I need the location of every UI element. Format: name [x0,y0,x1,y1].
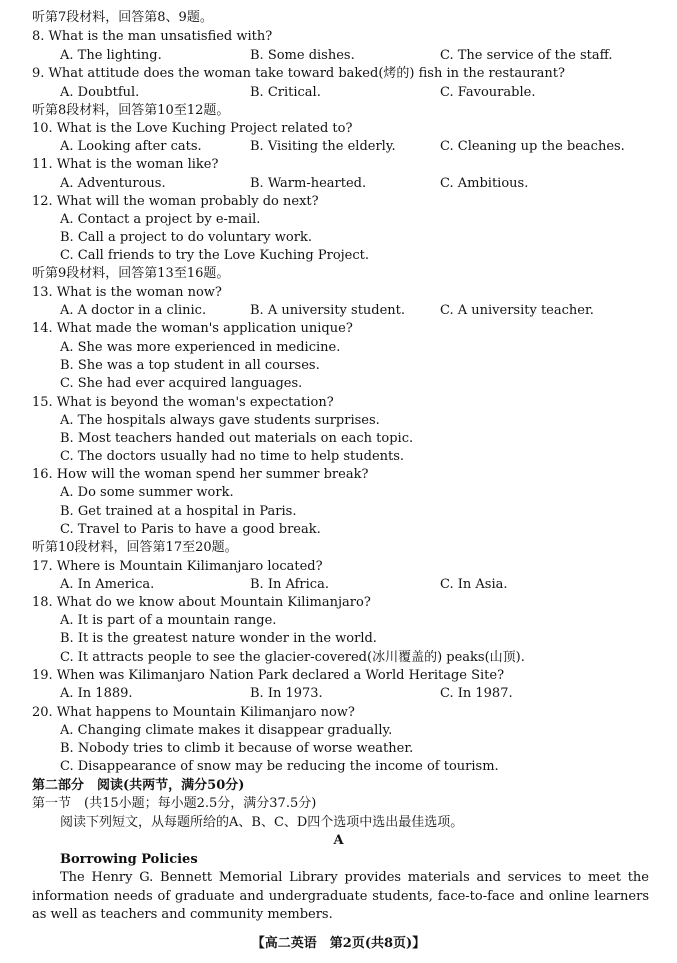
option-c: C. Call friends to try the Love Kuching Project. [60,248,370,263]
option-b: B. Warm-hearted. [250,176,367,191]
option-a: A. Changing climate makes it disappear gradually. [60,723,393,738]
option-a: A. A doctor in a clinic. [60,303,207,318]
question-12: 12. What will the woman probably do next? [32,194,319,209]
option-a: A. The hospitals always gave students surprises. [60,413,380,428]
section-heading: 听第7段材料，回答第8、9题。 [32,10,213,25]
section-heading: 听第10段材料，回答第17至20题。 [32,540,238,555]
option-c: C. Disappearance of snow may be reducing the income of tourism. [60,759,499,774]
page-footer: 【高二英语 第2页(共8页)】 [251,936,426,951]
question-15: 15. What is beyond the woman's expectation? [32,395,334,410]
section-subtitle: 第一节 (共15小题；每小题2.5分，满分37.5分) [32,796,317,811]
option-b: B. It is the greatest nature wonder in the world. [60,631,377,646]
passage-title: Borrowing Policies [60,852,198,867]
option-b: B. She was a top student in all courses. [60,358,320,373]
instruction: 阅读下列短文，从每题所给的A、B、C、D四个选项中选出最佳选项。 [60,815,464,830]
option-c: C. In 1987. [440,686,513,701]
option-c: C. She had ever acquired languages. [60,376,303,391]
question-9: 9. What attitude does the woman take toward baked(烤的) fish in the restaurant? [32,66,565,81]
question-19: 19. When was Kilimanjaro Nation Park declared a World Heritage Site? [32,668,505,683]
option-a: A. Contact a project by e-mail. [60,212,261,227]
option-c: C. Cleaning up the beaches. [440,139,625,154]
passage-paragraph: The Henry G. Bennett Memorial Library provides materials and services to meet the information needs of graduate and undergraduate students, face-to-face and online learners as well as teachers and community members. [32,870,649,922]
option-b: B. Call a project to do voluntary work. [60,230,312,245]
option-b: B. Nobody tries to climb it because of worse weather. [60,741,414,756]
option-a: A. Adventurous. [60,176,166,191]
section-heading: 听第9段材料，回答第13至16题。 [32,266,230,281]
option-a: A. Do some summer work. [60,485,234,500]
question-11: 11. What is the woman like? [32,157,219,172]
question-10: 10. What is the Love Kuching Project related to? [32,121,353,136]
option-b: B. Get trained at a hospital in Paris. [60,504,297,519]
question-13: 13. What is the woman now? [32,285,222,300]
option-a: A. Looking after cats. [60,139,202,154]
option-a: A. The lighting. [60,48,162,63]
question-14: 14. What made the woman's application unique? [32,321,353,336]
question-18: 18. What do we know about Mountain Kilimanjaro? [32,595,371,610]
option-c: C. In Asia. [440,577,508,592]
option-c: C. Ambitious. [440,176,529,191]
question-16: 16. How will the woman spend her summer break? [32,467,369,482]
option-c: C. It attracts people to see the glacier-covered(冰川覆盖的) peaks(山顶). [60,650,525,665]
option-a: A. In America. [60,577,155,592]
part-title: 第二部分 阅读(共两节，满分50分) [32,778,245,793]
option-a: A. It is part of a mountain range. [60,613,277,628]
section-heading: 听第8段材料，回答第10至12题。 [32,103,230,118]
question-20: 20. What happens to Mountain Kilimanjaro now? [32,705,355,720]
question-8: 8. What is the man unsatisfied with? [32,29,273,44]
option-c: C. Favourable. [440,85,536,100]
option-a: A. In 1889. [60,686,133,701]
option-b: B. Most teachers handed out materials on each topic. [60,431,414,446]
passage-letter: A [333,833,344,848]
option-a: A. Doubtful. [60,85,140,100]
option-c: C. A university teacher. [440,303,594,318]
option-b: B. Critical. [250,85,321,100]
option-c: C. Travel to Paris to have a good break. [60,522,321,537]
question-17: 17. Where is Mountain Kilimanjaro located? [32,559,323,574]
option-c: C. The service of the staff. [440,48,613,63]
option-b: B. In 1973. [250,686,323,701]
option-a: A. She was more experienced in medicine. [60,340,341,355]
option-b: B. Some dishes. [250,48,355,63]
option-b: B. In Africa. [250,577,329,592]
option-b: B. A university student. [250,303,406,318]
option-b: B. Visiting the elderly. [250,139,396,154]
option-c: C. The doctors usually had no time to help students. [60,449,405,464]
